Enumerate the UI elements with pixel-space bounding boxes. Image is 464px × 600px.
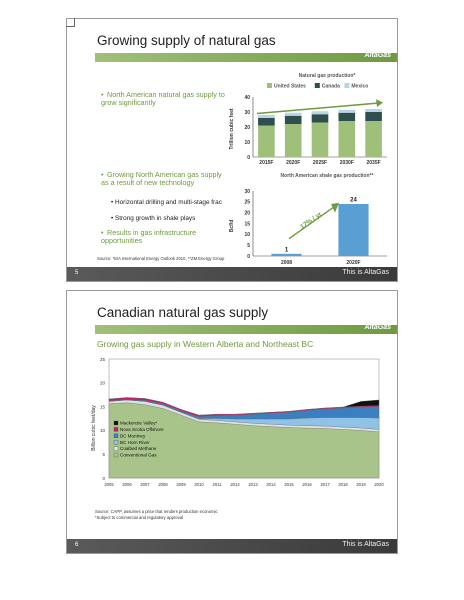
brand-label: AltaGas: [364, 52, 391, 59]
legend-swatch-united-states: [267, 83, 272, 88]
x-tick-label: 2012: [230, 482, 240, 487]
y-axis-label: Bcf/d: [229, 219, 235, 233]
brand-label: AltaGas: [364, 324, 391, 331]
legend-swatch: [114, 447, 118, 451]
x-tick-label: 2006: [122, 482, 132, 487]
growth-rate-annotation: 17% / yr: [299, 210, 324, 231]
x-tick-label: 2017: [320, 482, 330, 487]
bullet-text: Growing North American gas supply as a result of new technology: [101, 170, 222, 187]
y-tick-label: 0: [102, 475, 105, 481]
bar-segment-2025F-canada: [312, 114, 329, 122]
page-number: 5: [75, 270, 79, 276]
chart-title: Natural gas production*: [298, 73, 356, 79]
y-tick-label: 25: [99, 356, 105, 362]
brand-bar: [95, 53, 397, 62]
growth-arrow-head: [376, 99, 383, 107]
x-tick-label: 2013: [248, 482, 258, 487]
legend-label: BC Montney: [120, 433, 146, 439]
brand-bar: [95, 325, 397, 334]
bar-segment-2015F-mexico: [258, 115, 275, 118]
slide-growing-supply: [66, 18, 398, 282]
bullet-new-technology: • Growing North American gas supply as a result of new technology: [101, 170, 222, 187]
x-tick-label: 2018: [338, 482, 348, 487]
chart-bars: [271, 198, 368, 257]
bar-segment-2025F-united-states: [312, 123, 329, 158]
legend-swatch: [114, 434, 118, 438]
x-tick-label: 2010: [194, 482, 204, 487]
x-tick-label: 2015F: [259, 160, 274, 166]
shale-gas-production-chart: [227, 171, 395, 269]
bar-2020F: [338, 204, 368, 256]
y-tick-label: 5: [247, 242, 250, 249]
bar-segment-2015F-united-states: [258, 126, 275, 158]
footer-tagline: This is AltaGas: [342, 269, 389, 276]
x-tick-label: 2005: [104, 482, 114, 487]
y-tick-label: 15: [244, 221, 250, 228]
y-tick-label: 30: [244, 188, 250, 195]
legend-label: Mexico: [351, 83, 369, 90]
bar-segment-2015F-canada: [258, 118, 275, 126]
x-tick-label: 2020F: [346, 260, 361, 266]
natural-gas-production-chart: [227, 69, 395, 169]
bar-2008: [271, 254, 301, 256]
y-axis-label: Billion cubic feet/day: [91, 405, 97, 451]
y-tick-label: 15: [99, 404, 105, 410]
y-tick-label: 20: [244, 210, 250, 217]
bullet-text: North American natural gas supply to grow significantly: [101, 90, 225, 107]
y-axis-label: Trillion cubic feet: [229, 108, 235, 150]
legend-label: Nova Scotia Offshore: [120, 427, 164, 432]
y-tick-label: 10: [244, 139, 250, 146]
page-number: 6: [75, 542, 79, 548]
bar-segment-2020F-united-states: [285, 124, 302, 157]
x-tick-label: 2014: [266, 482, 276, 487]
bar-segment-2025F-mexico: [312, 111, 329, 114]
legend-label: Canada: [321, 83, 340, 90]
bar-segment-2035F-united-states: [365, 121, 382, 157]
bar-segment-2030F-canada: [338, 113, 355, 121]
legend-swatch: [114, 421, 118, 425]
x-tick-label: 2030F: [339, 160, 354, 166]
y-tick-label: 25: [244, 199, 250, 206]
x-tick-label: 2011: [212, 482, 222, 487]
bullet-supply-growth: • North American natural gas supply to grow significantly: [101, 90, 225, 107]
bar-segment-2020F-mexico: [285, 113, 302, 116]
legend-label: BC Horn River: [120, 439, 150, 445]
slide-title: Canadian natural gas supply: [97, 305, 269, 320]
legend-label: Mackenzie Valley*: [120, 420, 158, 426]
x-tick-label: 2020F: [286, 160, 301, 166]
x-tick-label: 2020: [374, 482, 384, 487]
x-tick-label: 2035F: [366, 160, 381, 166]
source-note: Source: CAPP, assumes a price that renders production economic: [95, 509, 218, 514]
bar-value-label: 24: [350, 197, 357, 204]
legend-swatch-canada: [315, 83, 320, 88]
legend-swatch: [114, 427, 118, 431]
legend-label: United States: [274, 83, 306, 90]
slide-title: Growing supply of natural gas: [97, 33, 276, 48]
x-tick-label: 2016: [302, 482, 312, 487]
y-tick-label: 30: [244, 109, 250, 116]
slide-footer: [67, 539, 397, 553]
footnote: *Subject to commercial and regulatory approval: [95, 515, 183, 520]
chart-title: North American shale gas production**: [280, 173, 374, 179]
sub-bullet-text: Horizontal drilling and multi-stage frac: [115, 199, 222, 206]
x-tick-label: 2009: [176, 482, 186, 487]
y-tick-label: 0: [247, 253, 250, 260]
x-tick-label: 2019: [356, 482, 366, 487]
sub-bullet-text: Strong growth in shale plays: [115, 215, 196, 222]
slide-footer: [67, 267, 397, 281]
sub-bullet-drilling: • Horizontal drilling and multi-stage frac: [111, 199, 222, 206]
slide-corner-mark: [66, 18, 75, 27]
x-tick-label: 2008: [158, 482, 168, 487]
y-tick-label: 0: [247, 154, 250, 161]
x-tick-label: 2015: [284, 482, 294, 487]
canadian-supply-area-chart: [87, 353, 387, 503]
bar-value-label: 1: [284, 247, 289, 254]
chart-legend: [267, 83, 368, 90]
legend-label: Conventional Gas: [120, 452, 157, 458]
legend-swatch: [114, 440, 118, 444]
bar-segment-2030F-united-states: [338, 121, 355, 157]
footer-tagline: This is AltaGas: [342, 541, 389, 548]
legend-label: Coalbed Methane: [120, 446, 157, 452]
bar-segment-2020F-canada: [285, 116, 302, 124]
x-tick-label: 2025F: [312, 160, 328, 166]
legend-swatch-mexico: [344, 83, 349, 88]
sub-bullet-shale: • Strong growth in shale plays: [111, 215, 196, 222]
chart-areas: [109, 359, 379, 478]
y-tick-label: 20: [244, 124, 250, 131]
y-tick-label: 20: [99, 380, 105, 386]
y-tick-label: 10: [99, 428, 105, 434]
bar-segment-2035F-mexico: [365, 109, 382, 112]
source-note: Source: *EIA International Energy Outlook 2010, **ZM Energy Group: [97, 256, 225, 261]
bullet-infrastructure: • Results in gas infrastructure opportunities: [101, 228, 197, 245]
x-tick-label: 2007: [140, 482, 150, 487]
y-tick-label: 10: [244, 232, 250, 239]
bar-segment-2035F-canada: [365, 112, 382, 121]
y-tick-label: 5: [102, 452, 105, 457]
x-tick-label: 2008: [280, 260, 293, 266]
slide-subtitle: Growing gas supply in Western Alberta and Northeast BC: [97, 339, 314, 349]
y-tick-label: 40: [244, 94, 250, 101]
legend-swatch: [114, 453, 118, 457]
slide-canadian-supply: [66, 290, 398, 554]
chart-bars: [258, 109, 382, 157]
bullet-text: Results in gas infrastructure opportunities: [101, 228, 197, 245]
bar-segment-2030F-mexico: [338, 110, 355, 113]
